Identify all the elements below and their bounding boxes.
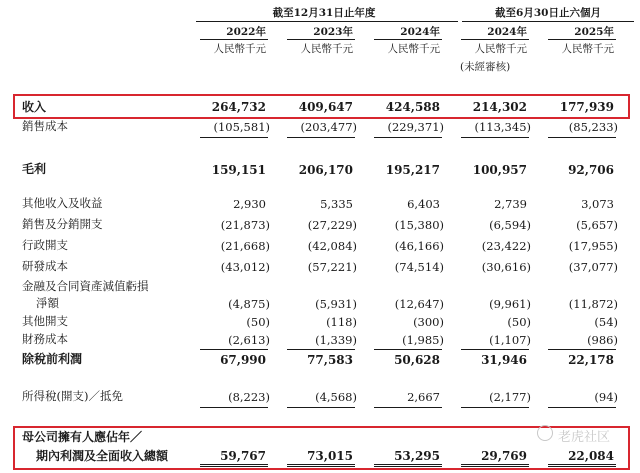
cell: (1,339) (315, 333, 357, 347)
col-rule (374, 39, 442, 40)
col-unit: 人民幣千元 (387, 43, 440, 55)
total-double-rule (374, 464, 442, 467)
col-year-2022: 2022年 (226, 26, 266, 38)
subtotal-rule (287, 137, 355, 138)
cell: (12,647) (394, 297, 444, 311)
cell: 31,946 (481, 353, 527, 367)
cell: 6,403 (407, 197, 440, 211)
row-label-cost-of-sales: 銷售成本 (22, 119, 68, 133)
cell: (21,873) (220, 218, 270, 232)
cell: (203,477) (300, 120, 357, 134)
cell: 22,178 (568, 353, 614, 367)
cell: (42,084) (307, 239, 357, 253)
cell: (50) (246, 315, 270, 329)
cell: (21,668) (220, 239, 270, 253)
cell: (1,985) (402, 333, 444, 347)
row-label-impairment-line2: 淨額 (36, 296, 59, 310)
cell: (118) (326, 315, 357, 329)
cell: 77,583 (307, 353, 353, 367)
group-header-six-months: 截至6月30日止六個月 (495, 7, 601, 19)
watermark-text: 老虎社区 (558, 430, 611, 445)
cell: 92,706 (568, 163, 614, 177)
subtotal-rule (461, 137, 529, 138)
row-label-gross-profit: 毛利 (22, 162, 47, 176)
cell: (85,233) (568, 120, 618, 134)
cell: 206,170 (298, 163, 353, 177)
watermark-logo-icon (537, 425, 553, 441)
subtotal-rule (548, 137, 616, 138)
cell: (2,177) (489, 390, 531, 404)
cell: 195,217 (385, 163, 440, 177)
total-double-rule (548, 464, 616, 467)
cell: (30,616) (481, 260, 531, 274)
subtotal-rule (548, 349, 616, 350)
row-label-admin-expenses: 行政開支 (22, 238, 68, 252)
subtotal-rule (287, 349, 355, 350)
group-header-rule (196, 21, 458, 22)
cell: 2,739 (494, 197, 527, 211)
row-label-profit-before-tax: 除稅前利潤 (22, 352, 83, 366)
group-header-year-end: 截至12月31日止年度 (272, 7, 376, 19)
total-double-rule (461, 464, 529, 467)
subtotal-rule (200, 137, 268, 138)
total-double-rule (200, 464, 268, 467)
cell: 67,990 (220, 353, 266, 367)
cell: (1,107) (489, 333, 531, 347)
group-header-rule (462, 21, 634, 22)
row-label-revenue: 收入 (22, 100, 47, 114)
col-rule (461, 39, 529, 40)
cell: 159,151 (211, 163, 266, 177)
col-unit: 人民幣千元 (213, 43, 266, 55)
subtotal-rule (374, 407, 442, 408)
cell: 73,015 (307, 449, 353, 463)
cell: (57,221) (307, 260, 357, 274)
col-rule (548, 39, 616, 40)
row-label-other-expenses: 其他開支 (22, 314, 68, 328)
unaudited-note: (未經審核) (460, 61, 511, 73)
row-label-selling-expenses: 銷售及分銷開支 (22, 217, 103, 231)
row-label-impairment: 金融及合同資產減值虧損 (22, 279, 149, 293)
row-label-profit-attributable: 母公司擁有人應佔年／ (22, 430, 143, 444)
subtotal-rule (200, 349, 268, 350)
cell: (94) (594, 390, 618, 404)
cell: 53,295 (394, 449, 440, 463)
cell: (11,872) (568, 297, 618, 311)
cell: 409,647 (298, 100, 353, 114)
col-unit: 人民幣千元 (474, 43, 527, 55)
cell: 29,769 (481, 449, 527, 463)
cell: 2,930 (233, 197, 266, 211)
row-label-finance-costs: 財務成本 (22, 332, 68, 346)
cell: (6,594) (489, 218, 531, 232)
col-unit: 人民幣千元 (561, 43, 614, 55)
cell: (15,380) (394, 218, 444, 232)
col-year-2023: 2023年 (313, 26, 353, 38)
cell: (4,875) (228, 297, 270, 311)
col-year-2024: 2024年 (400, 26, 440, 38)
cell: 2,667 (407, 390, 440, 404)
subtotal-rule (548, 407, 616, 408)
total-double-rule (287, 464, 355, 467)
cell: (46,166) (394, 239, 444, 253)
cell: 3,073 (581, 197, 614, 211)
cell: 22,084 (568, 449, 614, 463)
cell: 100,957 (472, 163, 527, 177)
row-label-other-income: 其他收入及收益 (22, 196, 103, 210)
col-year-2024-h1: 2024年 (487, 26, 527, 38)
cell: (27,229) (307, 218, 357, 232)
cell: (105,581) (213, 120, 270, 134)
cell: 214,302 (472, 100, 527, 114)
cell: (5,931) (315, 297, 357, 311)
cell: (43,012) (220, 260, 270, 274)
row-label-income-tax: 所得稅(開支)／抵免 (22, 389, 123, 403)
cell: (986) (587, 333, 618, 347)
subtotal-rule (200, 407, 268, 408)
subtotal-rule (374, 349, 442, 350)
col-year-2025-h1: 2025年 (574, 26, 614, 38)
cell: (17,955) (568, 239, 618, 253)
cell: (74,514) (394, 260, 444, 274)
col-rule (287, 39, 355, 40)
subtotal-rule (374, 137, 442, 138)
subtotal-rule (461, 349, 529, 350)
cell: (2,613) (228, 333, 270, 347)
cell: (4,568) (315, 390, 357, 404)
cell: (50) (507, 315, 531, 329)
cell: (229,371) (387, 120, 444, 134)
cell: (54) (594, 315, 618, 329)
cell: (8,223) (228, 390, 270, 404)
cell: 59,767 (220, 449, 266, 463)
cell: (5,657) (576, 218, 618, 232)
col-unit: 人民幣千元 (300, 43, 353, 55)
subtotal-rule (287, 407, 355, 408)
cell: (9,961) (489, 297, 531, 311)
subtotal-rule (461, 407, 529, 408)
cell: 264,732 (211, 100, 266, 114)
row-label-profit-attributable-line2: 期內利潤及全面收入總額 (36, 449, 169, 463)
cell: 5,335 (320, 197, 353, 211)
cell: (37,077) (568, 260, 618, 274)
row-label-rnd-costs: 研發成本 (22, 259, 68, 273)
cell: (300) (413, 315, 444, 329)
cell: 177,939 (559, 100, 614, 114)
cell: 50,628 (394, 353, 440, 367)
col-rule (200, 39, 268, 40)
cell: (113,345) (474, 120, 531, 134)
cell: 424,588 (385, 100, 440, 114)
cell: (23,422) (481, 239, 531, 253)
